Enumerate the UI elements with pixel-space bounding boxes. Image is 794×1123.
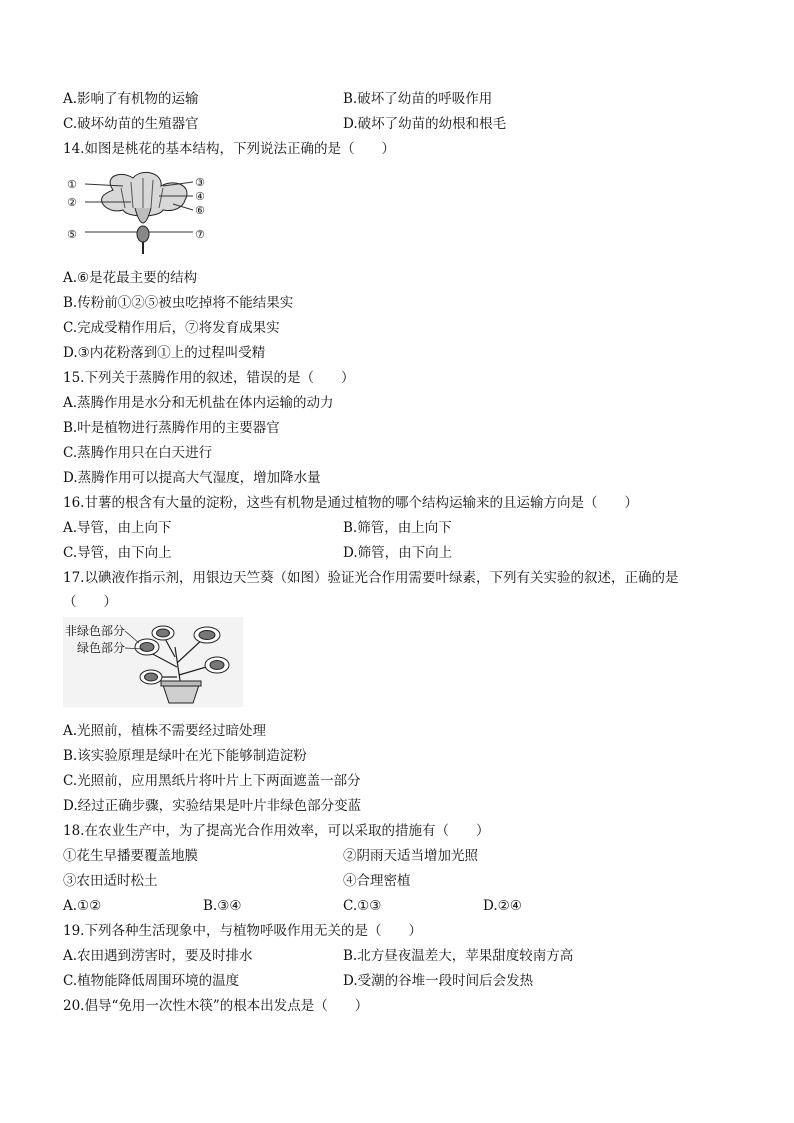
q13-option-c: C.破坏幼苗的生殖器官 — [63, 116, 199, 132]
fig14-label-3: ③ — [195, 176, 205, 189]
q15-stem: 15.下列关于蒸腾作用的叙述，错误的是（ ） — [63, 370, 355, 386]
q15-option-b: B.叶是植物进行蒸腾作用的主要器官 — [63, 420, 280, 436]
q16-option-d: D.筛管，由下向上 — [343, 545, 453, 561]
q15-option-d: D.蒸腾作用可以提高大气湿度，增加降水量 — [63, 470, 321, 486]
q17-option-c: C.光照前，应用黑纸片将叶片上下两面遮盖一部分 — [63, 773, 361, 789]
q17-stem: 17.以碘液作指示剂，用银边天竺葵（如图）验证光合作用需要叶绿素，下列有关实验的叙述，正确的是 — [63, 570, 679, 586]
q14-option-c: C.完成受精作用后，⑦将发育成果实 — [63, 320, 280, 336]
q14-option-b: B.传粉前①②⑤被虫吃掉将不能结果实 — [63, 295, 294, 311]
q19-option-b: B.北方昼夜温差大，苹果甜度较南方高 — [343, 948, 574, 964]
geranium-figure — [63, 617, 243, 707]
q18-statement-4: ④合理密植 — [343, 873, 411, 889]
q14-stem: 14.如图是桃花的基本结构，下列说法正确的是（ ） — [63, 141, 395, 157]
q13-option-a: A.影响了有机物的运输 — [63, 91, 199, 107]
q17-stem-cont: （ ） — [63, 594, 117, 610]
q13-option-b: B.破坏了幼苗的呼吸作用 — [343, 91, 493, 107]
q14-option-a: A.⑥是花最主要的结构 — [63, 270, 198, 286]
fig17-label-green: 绿色部分 — [77, 641, 126, 655]
fig14-label-6: ⑥ — [195, 204, 205, 217]
q15-option-a: A.蒸腾作用是水分和无机盐在体内运输的动力 — [63, 395, 334, 411]
q13-option-d: D.破坏了幼苗的幼根和根毛 — [343, 116, 507, 132]
q17-option-a: A.光照前，植株不需要经过暗处理 — [63, 723, 267, 739]
q18-statement-2: ②阴雨天适当增加光照 — [343, 848, 478, 864]
q16-option-c: C.导管，由下向上 — [63, 545, 172, 561]
q19-option-a: A.农田遇到涝害时，要及时排水 — [63, 948, 253, 964]
peach-flower-figure — [63, 168, 223, 258]
fig14-label-4: ④ — [195, 190, 205, 203]
q16-option-b: B.筛管，由上向下 — [343, 520, 452, 536]
q16-stem: 16.甘薯的根含有大量的淀粉，这些有机物是通过植物的哪个结构运输来的且运输方向是（ ） — [63, 495, 638, 511]
fig14-label-5: ⑤ — [67, 228, 77, 241]
q16-option-a: A.导管，由上向下 — [63, 520, 172, 536]
q18-option-c: C.①③ — [343, 898, 382, 914]
q18-statement-1: ①花生早播要覆盖地膜 — [63, 848, 198, 864]
q20-stem: 20.倡导“免用一次性木筷”的根本出发点是（ ） — [63, 998, 369, 1014]
q19-stem: 19.下列各种生活现象中，与植物呼吸作用无关的是（ ） — [63, 923, 422, 939]
fig14-label-7: ⑦ — [195, 228, 205, 241]
q19-option-c: C.植物能降低周围环境的温度 — [63, 973, 240, 989]
q17-option-d: D.经过正确步骤，实验结果是叶片非绿色部分变蓝 — [63, 798, 362, 814]
q17-option-b: B.该实验原理是绿叶在光下能够制造淀粉 — [63, 748, 307, 764]
fig17-label-nongreen: 非绿色部分 — [65, 624, 126, 638]
q18-option-b: B.③④ — [203, 898, 242, 914]
fig14-label-2: ② — [67, 196, 77, 209]
q18-statement-3: ③农田适时松土 — [63, 873, 158, 889]
q18-option-d: D.②④ — [483, 898, 522, 914]
q18-option-a: A.①② — [63, 898, 102, 914]
q14-option-d: D.③内花粉落到①上的过程叫受精 — [63, 345, 266, 361]
fig14-label-1: ① — [67, 178, 77, 191]
q19-option-d: D.受潮的谷堆一段时间后会发热 — [343, 973, 534, 989]
q18-stem: 18.在农业生产中，为了提高光合作用效率，可以采取的措施有（ ） — [63, 823, 490, 839]
q15-option-c: C.蒸腾作用只在白天进行 — [63, 445, 213, 461]
